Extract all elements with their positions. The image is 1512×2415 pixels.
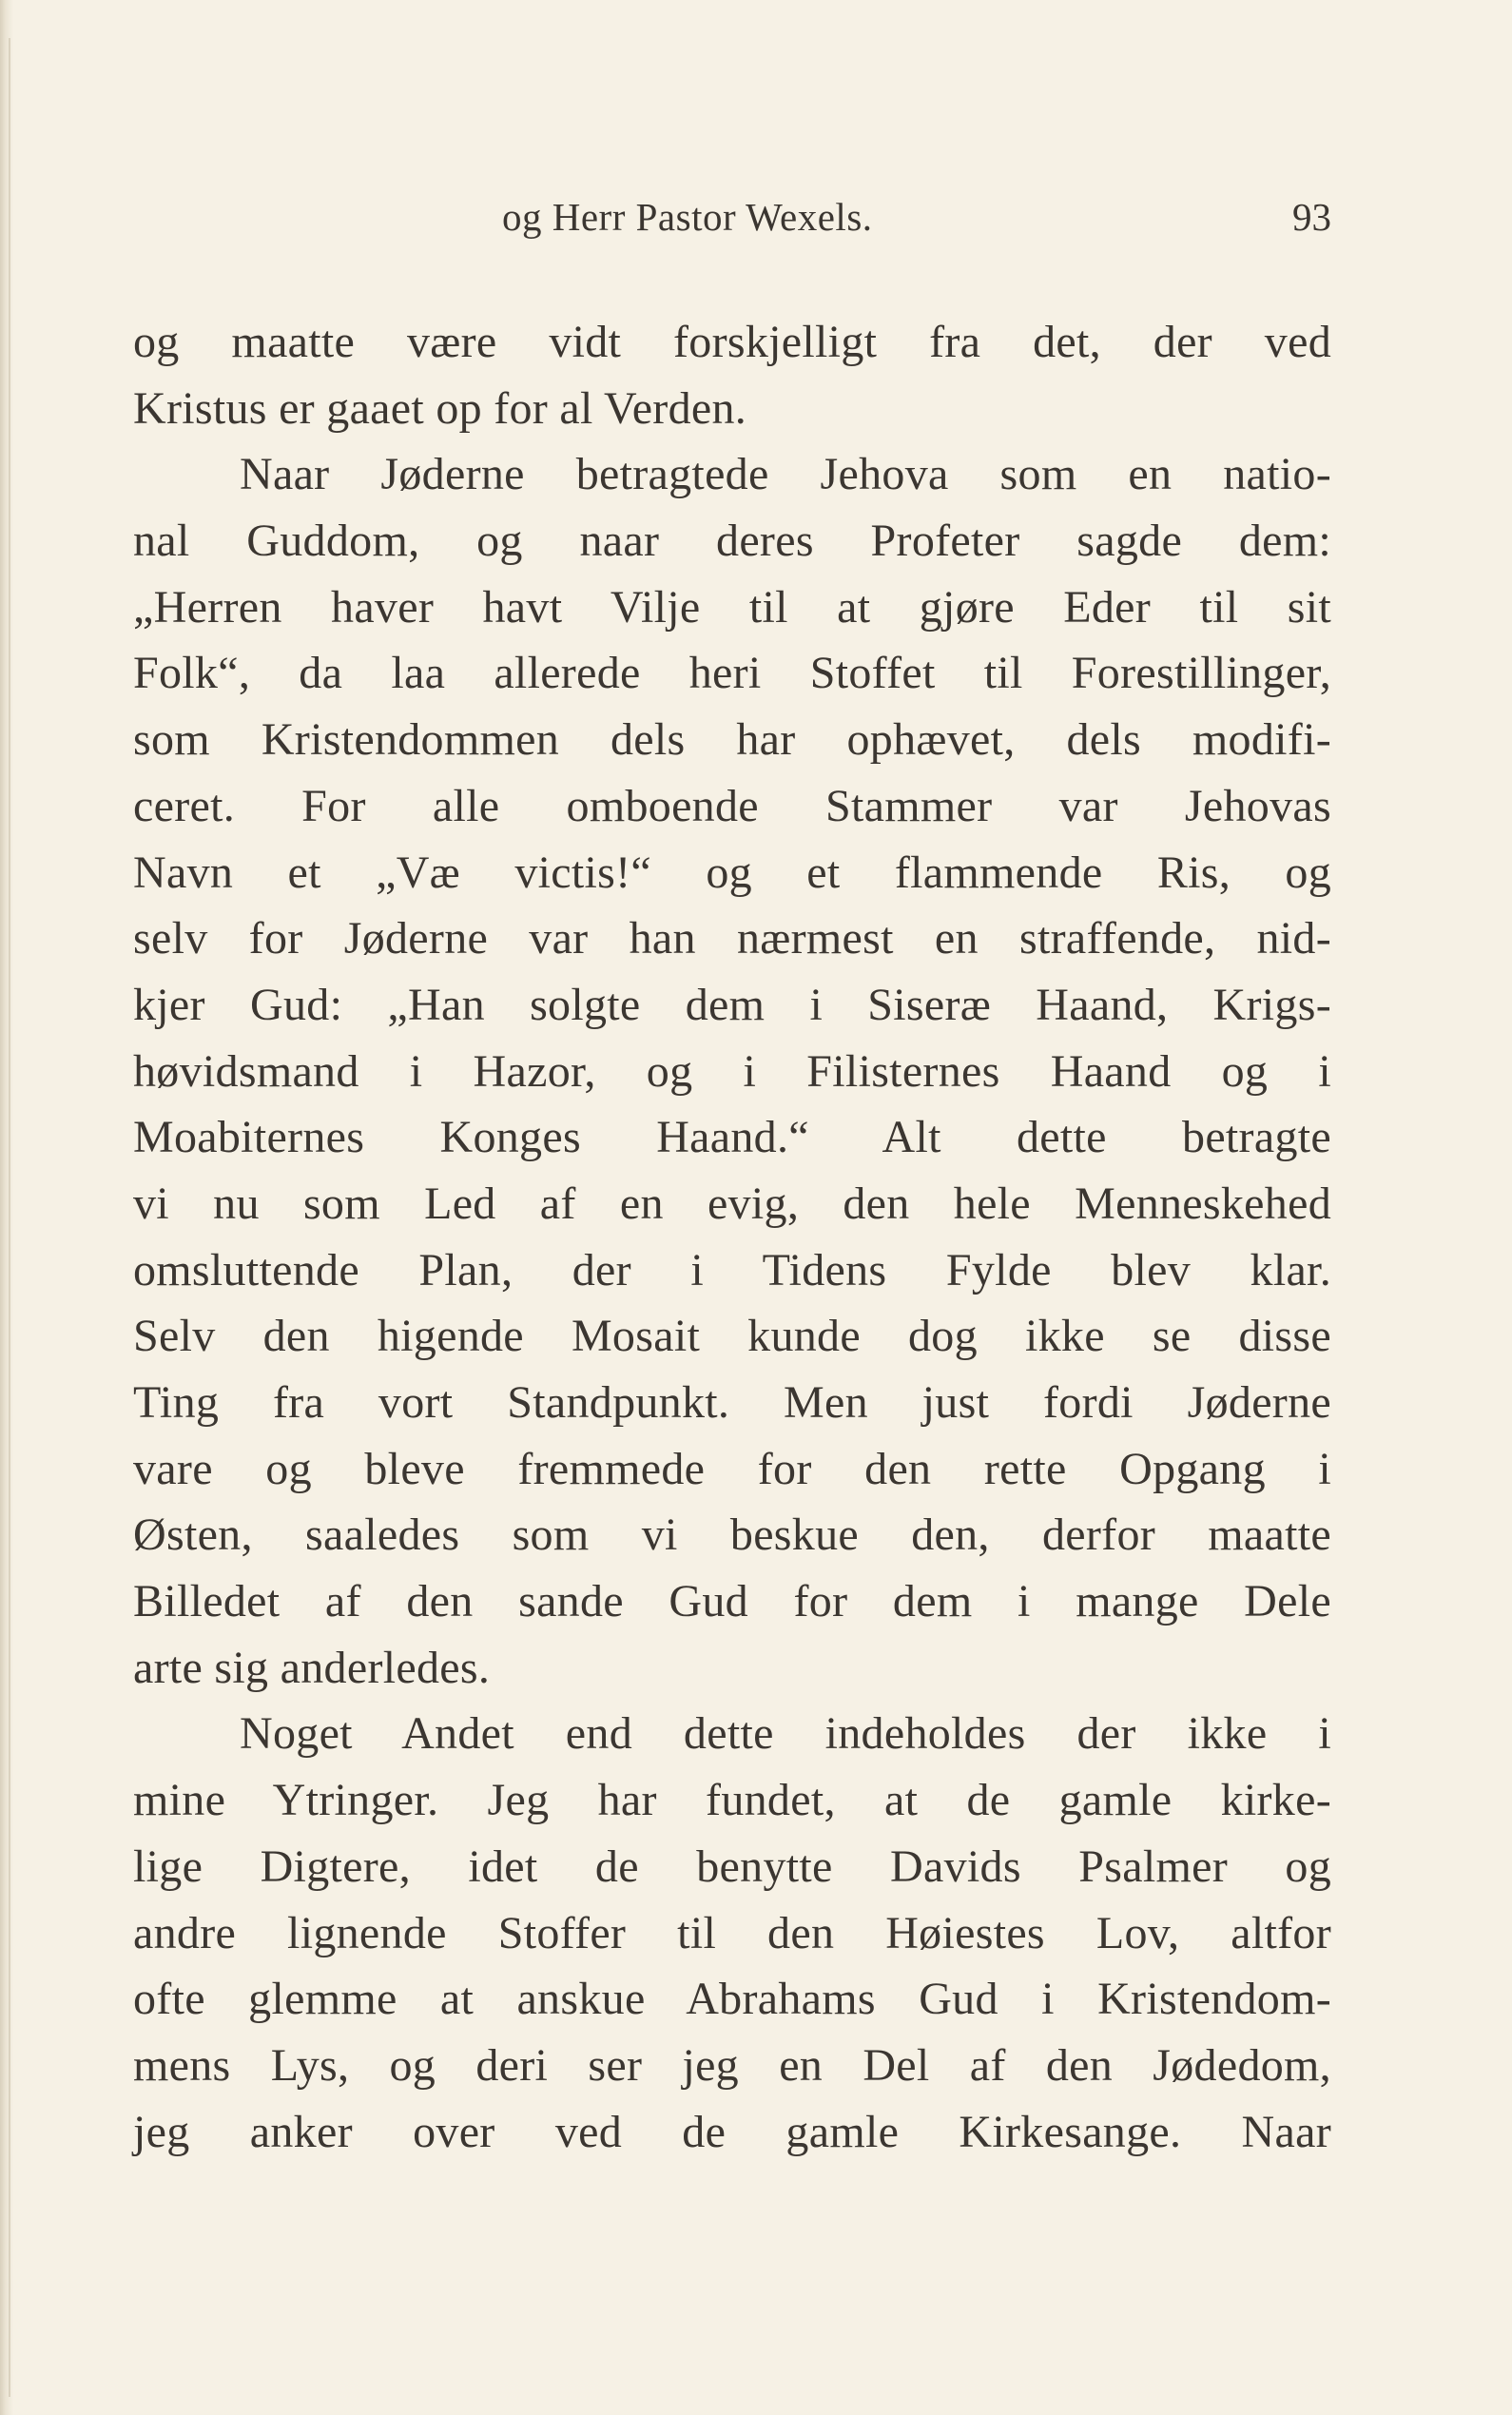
running-title: og Herr Pastor Wexels. [502, 195, 873, 239]
text-line: omsluttende Plan, der i Tidens Fylde blev klar. [133, 1244, 1331, 1295]
text-line: Billedet af den sande Gud for dem i mange Dele [133, 1576, 1331, 1627]
text-line: arte sig anderledes. [133, 1642, 491, 1693]
page-number: 93 [1292, 195, 1331, 239]
text-line: Kristus er gaaet op for al Verden. [133, 382, 747, 434]
text-line: Naar Jøderne betragtede Jehova som en natio- [240, 449, 1331, 500]
text-line: mine Ytringer. Jeg har fundet, at de gamle kirke- [133, 1775, 1331, 1826]
text-line: Noget Andet end dette indeholdes der ikke i [240, 1708, 1331, 1760]
text-line: ceret. For alle omboende Stammer var Jehovas [133, 780, 1331, 831]
text-line: „Herren haver havt Vilje til at gjøre Eder til sit [133, 581, 1331, 633]
page-edge-shadow [9, 38, 10, 2397]
text-line: selv for Jøderne var han nærmest en straffende, nid- [133, 913, 1331, 964]
text-line: jeg anker over ved de gamle Kirkesange. Naar [133, 2106, 1331, 2157]
text-line: og maatte være vidt forskjelligt fra det, der ved [133, 317, 1331, 367]
text-line: Ting fra vort Standpunkt. Men just fordi Jøderne [133, 1377, 1331, 1428]
page-edge [0, 0, 13, 2415]
text-line: lige Digtere, idet de benytte Davids Psalmer og [133, 1840, 1331, 1892]
text-body [133, 309, 1331, 2165]
text-line: Navn et „Væ victis!“ og et flammende Ris, og [133, 847, 1331, 898]
text-line: vi nu som Led af en evig, den hele Menneskehed [133, 1178, 1331, 1229]
text-line: Østen, saaledes som vi beskue den, derfor maatte [133, 1509, 1331, 1561]
text-line: Moabiternes Konges Haand.“ Alt dette betragte [133, 1112, 1331, 1163]
text-line: vare og bleve fremmede for den rette Opgang i [133, 1443, 1331, 1494]
text-line: høvidsmand i Hazor, og i Filisternes Haand og i [133, 1045, 1331, 1097]
text-line: kjer Gud: „Han solgte dem i Siseræ Haand, Krigs- [133, 979, 1331, 1030]
text-line: Selv den higende Mosait kunde dog ikke se disse [133, 1311, 1331, 1362]
text-line: mens Lys, og deri ser jeg en Del af den Jødedom, [133, 2039, 1331, 2091]
text-line: Folk“, da laa allerede heri Stoffet til Forestillinger, [133, 648, 1331, 699]
text-line: ofte glemme at anskue Abrahams Gud i Kristendom- [133, 1974, 1331, 2025]
text-line: nal Guddom, og naar deres Profeter sagde dem: [133, 516, 1331, 567]
text-line: andre lignende Stoffer til den Høiestes Lov, altfor [133, 1907, 1331, 1958]
text-line: som Kristendommen dels har ophævet, dels modifi- [133, 714, 1331, 766]
running-head [133, 190, 1331, 243]
